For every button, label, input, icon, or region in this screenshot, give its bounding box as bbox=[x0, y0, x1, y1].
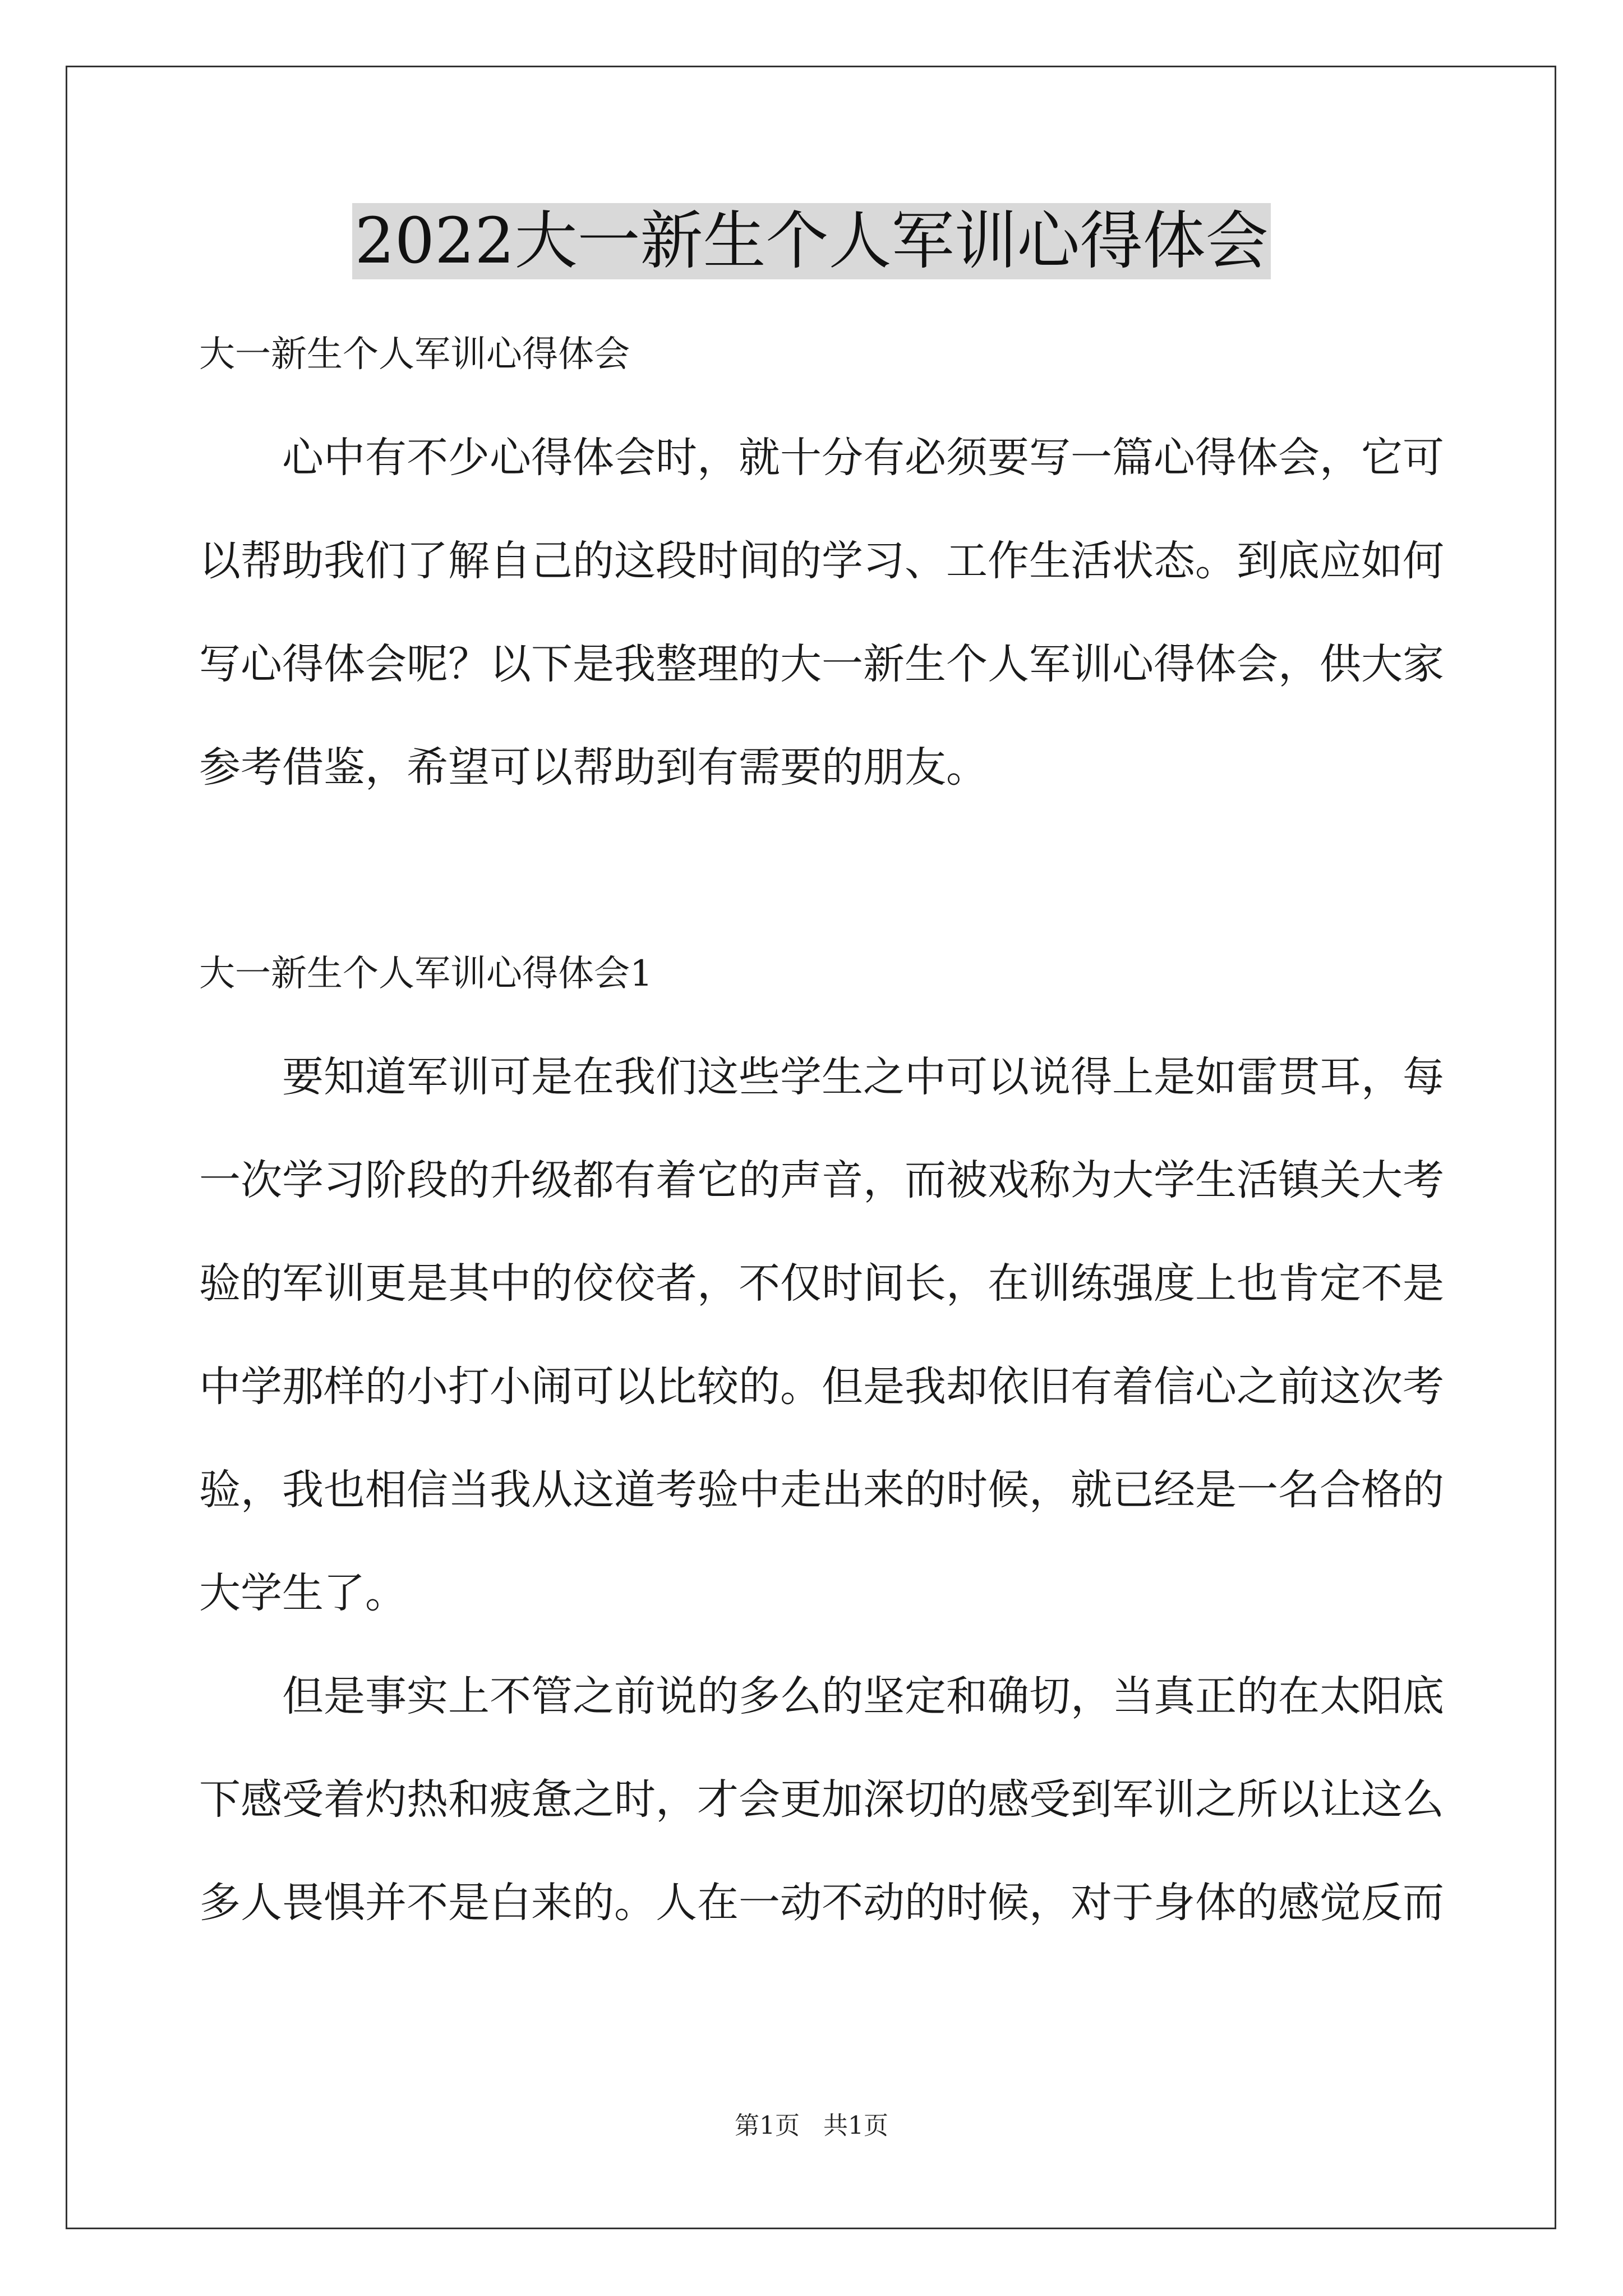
paragraph-line: 中学那样的小打小闹可以比较的。但是我却依旧有着信心之前这次考 bbox=[199, 1363, 1444, 1411]
paragraph-line: 下感受着灼热和疲惫之时，才会更加深切的感受到军训之所以让这么 bbox=[199, 1775, 1444, 1824]
paragraph-line: 心中有不少心得体会时，就十分有必须要写一篇心得体会，它可 bbox=[282, 434, 1444, 482]
document-body bbox=[199, 303, 1444, 1954]
paragraph-line: 大学生了。 bbox=[199, 1569, 407, 1617]
paragraph-line: 验的军训更是其中的佼佼者，不仅时间长，在训练强度上也肯定不是 bbox=[199, 1259, 1444, 1308]
paragraph-line: 写心得体会呢？以下是我整理的大一新生个人军训心得体会，供大家 bbox=[199, 640, 1444, 688]
paragraph-line: 多人畏惧并不是白来的。人在一动不动的时候，对于身体的感觉反而 bbox=[199, 1879, 1444, 1927]
section-paragraph-2 bbox=[199, 1645, 1444, 1954]
section-heading: 大一新生个人军训心得体会1 bbox=[199, 953, 653, 995]
paragraph-line: 一次学习阶段的升级都有着它的声音，而被戏称为大学生活镇关大考 bbox=[199, 1156, 1444, 1204]
intro-paragraph bbox=[199, 406, 1444, 819]
section-paragraph-1 bbox=[199, 1025, 1444, 1645]
document-title: 2022大一新生个人军训心得体会 bbox=[352, 203, 1270, 279]
paragraph-line: 验，我也相信当我从这道考验中走出来的时候，就已经是一名合格的 bbox=[199, 1466, 1444, 1514]
paragraph-line: 以帮助我们了解自己的这段时间的学习、工作生活状态。到底应如何 bbox=[199, 537, 1444, 585]
paragraph-line: 参考借鉴，希望可以帮助到有需要的朋友。 bbox=[199, 743, 988, 792]
paragraph-line: 但是事实上不管之前说的多么的坚定和确切，当真正的在太阳底 bbox=[282, 1672, 1444, 1720]
title-container bbox=[0, 203, 1623, 279]
page-footer: 第1页 共1页 bbox=[735, 2111, 888, 2140]
blank-line bbox=[199, 819, 1428, 922]
intro-heading: 大一新生个人军训心得体会 bbox=[199, 334, 630, 375]
paragraph-line: 要知道军训可是在我们这些学生之中可以说得上是如雷贯耳，每 bbox=[282, 1053, 1444, 1101]
